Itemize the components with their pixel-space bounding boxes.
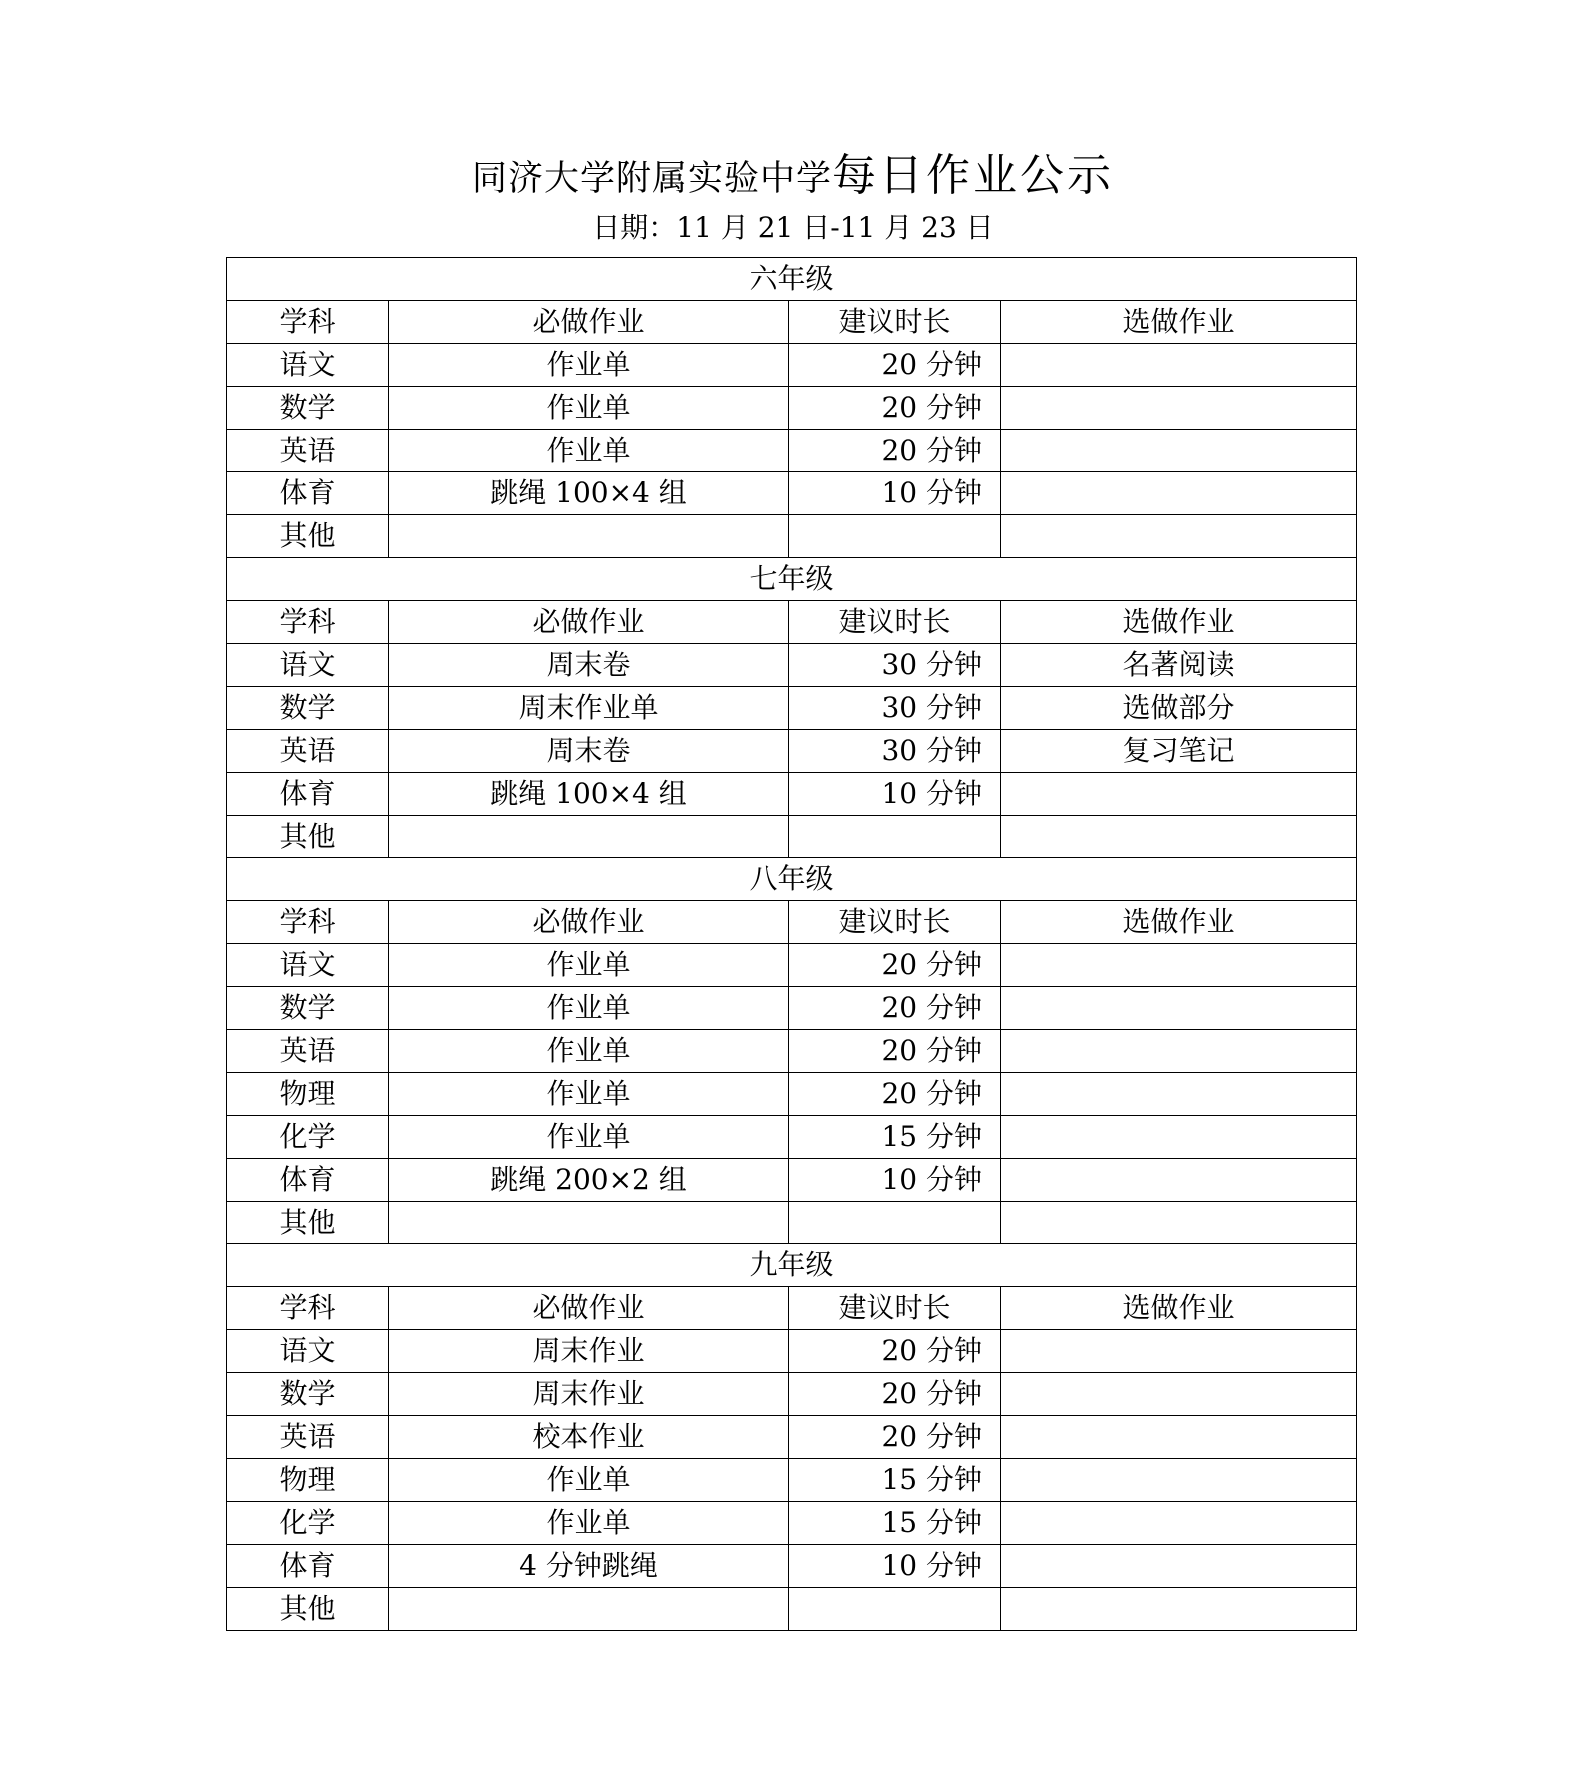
subject-cell: 英语 <box>227 1416 389 1459</box>
required-homework-cell: 作业单 <box>389 1458 789 1501</box>
required-homework-cell: 周末作业单 <box>389 686 789 729</box>
duration-cell: 10 分钟 <box>789 1544 1001 1587</box>
required-homework-cell: 作业单 <box>389 987 789 1030</box>
optional-homework-cell <box>1001 815 1357 858</box>
optional-homework-cell <box>1001 1458 1357 1501</box>
duration-cell: 20 分钟 <box>789 429 1001 472</box>
column-header: 学科 <box>227 601 389 644</box>
table-row <box>227 1544 1357 1587</box>
required-homework-cell: 周末作业 <box>389 1330 789 1373</box>
table-row <box>227 1330 1357 1373</box>
column-header-row <box>227 300 1357 343</box>
column-header: 必做作业 <box>389 300 789 343</box>
required-homework-cell <box>389 1587 789 1630</box>
required-homework-cell: 作业单 <box>389 944 789 987</box>
optional-homework-cell <box>1001 1501 1357 1544</box>
table-row <box>227 772 1357 815</box>
required-homework-cell: 周末卷 <box>389 729 789 772</box>
duration-cell: 10 分钟 <box>789 772 1001 815</box>
table-row <box>227 1030 1357 1073</box>
grade-header-row <box>227 258 1357 301</box>
table-row <box>227 429 1357 472</box>
optional-homework-cell <box>1001 429 1357 472</box>
optional-homework-cell <box>1001 515 1357 558</box>
duration-cell: 20 分钟 <box>789 1416 1001 1459</box>
optional-homework-cell <box>1001 343 1357 386</box>
grade-title: 六年级 <box>227 258 1357 301</box>
optional-homework-cell <box>1001 1587 1357 1630</box>
column-header: 建议时长 <box>789 901 1001 944</box>
homework-table <box>226 257 1357 1631</box>
duration-cell: 20 分钟 <box>789 1330 1001 1373</box>
subject-cell: 化学 <box>227 1115 389 1158</box>
required-homework-cell <box>389 815 789 858</box>
optional-homework-cell <box>1001 472 1357 515</box>
column-header-row <box>227 1287 1357 1330</box>
grade-title: 七年级 <box>227 558 1357 601</box>
duration-cell: 10 分钟 <box>789 1158 1001 1201</box>
duration-cell <box>789 1587 1001 1630</box>
required-homework-cell: 作业单 <box>389 386 789 429</box>
column-header-row <box>227 901 1357 944</box>
duration-cell: 30 分钟 <box>789 729 1001 772</box>
subject-cell: 语文 <box>227 343 389 386</box>
table-row <box>227 987 1357 1030</box>
subject-cell: 其他 <box>227 1201 389 1244</box>
duration-cell: 20 分钟 <box>789 1373 1001 1416</box>
column-header: 建议时长 <box>789 601 1001 644</box>
table-row <box>227 944 1357 987</box>
column-header: 建议时长 <box>789 300 1001 343</box>
table-row <box>227 1072 1357 1115</box>
optional-homework-cell <box>1001 1158 1357 1201</box>
subject-cell: 体育 <box>227 1544 389 1587</box>
table-row <box>227 515 1357 558</box>
subject-cell: 语文 <box>227 1330 389 1373</box>
subject-cell: 数学 <box>227 386 389 429</box>
subject-cell: 数学 <box>227 987 389 1030</box>
duration-cell: 20 分钟 <box>789 1072 1001 1115</box>
date-range: 日期：11 月 21 日-11 月 23 日 <box>592 211 994 244</box>
table-row <box>227 644 1357 687</box>
table-row <box>227 1416 1357 1459</box>
duration-cell <box>789 815 1001 858</box>
grade-header-row <box>227 1244 1357 1287</box>
subject-cell: 物理 <box>227 1072 389 1115</box>
optional-homework-cell <box>1001 1416 1357 1459</box>
column-header: 选做作业 <box>1001 300 1357 343</box>
optional-homework-cell <box>1001 1072 1357 1115</box>
duration-cell: 15 分钟 <box>789 1458 1001 1501</box>
subject-cell: 其他 <box>227 815 389 858</box>
optional-homework-cell <box>1001 987 1357 1030</box>
subject-cell: 化学 <box>227 1501 389 1544</box>
required-homework-cell: 作业单 <box>389 343 789 386</box>
duration-cell <box>789 515 1001 558</box>
homework-table-body <box>227 258 1357 1631</box>
table-row <box>227 1373 1357 1416</box>
subject-cell: 数学 <box>227 686 389 729</box>
table-row <box>227 472 1357 515</box>
required-homework-cell <box>389 515 789 558</box>
required-homework-cell: 跳绳 100×4 组 <box>389 772 789 815</box>
column-header: 选做作业 <box>1001 1287 1357 1330</box>
column-header: 必做作业 <box>389 601 789 644</box>
required-homework-cell: 跳绳 200×2 组 <box>389 1158 789 1201</box>
column-header: 必做作业 <box>389 1287 789 1330</box>
required-homework-cell: 4 分钟跳绳 <box>389 1544 789 1587</box>
duration-cell: 20 分钟 <box>789 386 1001 429</box>
document-title <box>0 152 1586 200</box>
table-row <box>227 343 1357 386</box>
optional-homework-cell <box>1001 1201 1357 1244</box>
column-header: 建议时长 <box>789 1287 1001 1330</box>
column-header: 学科 <box>227 1287 389 1330</box>
column-header: 学科 <box>227 300 389 343</box>
duration-cell: 15 分钟 <box>789 1115 1001 1158</box>
table-row <box>227 1458 1357 1501</box>
grade-title: 八年级 <box>227 858 1357 901</box>
duration-cell: 10 分钟 <box>789 472 1001 515</box>
optional-homework-cell <box>1001 1544 1357 1587</box>
subject-cell: 其他 <box>227 515 389 558</box>
grade-header-row <box>227 858 1357 901</box>
table-row <box>227 729 1357 772</box>
table-row <box>227 686 1357 729</box>
required-homework-cell: 作业单 <box>389 1030 789 1073</box>
required-homework-cell: 校本作业 <box>389 1416 789 1459</box>
table-row <box>227 1201 1357 1244</box>
optional-homework-cell <box>1001 772 1357 815</box>
subject-cell: 英语 <box>227 1030 389 1073</box>
subject-cell: 数学 <box>227 1373 389 1416</box>
optional-homework-cell <box>1001 1030 1357 1073</box>
column-header: 选做作业 <box>1001 901 1357 944</box>
subject-cell: 物理 <box>227 1458 389 1501</box>
column-header: 必做作业 <box>389 901 789 944</box>
subject-cell: 语文 <box>227 644 389 687</box>
optional-homework-cell <box>1001 944 1357 987</box>
required-homework-cell: 作业单 <box>389 1115 789 1158</box>
subject-cell: 体育 <box>227 772 389 815</box>
table-row <box>227 1501 1357 1544</box>
required-homework-cell: 作业单 <box>389 429 789 472</box>
required-homework-cell: 作业单 <box>389 1501 789 1544</box>
duration-cell: 30 分钟 <box>789 686 1001 729</box>
optional-homework-cell: 选做部分 <box>1001 686 1357 729</box>
subject-cell: 其他 <box>227 1587 389 1630</box>
optional-homework-cell: 名著阅读 <box>1001 644 1357 687</box>
duration-cell <box>789 1201 1001 1244</box>
duration-cell: 20 分钟 <box>789 987 1001 1030</box>
column-header-row <box>227 601 1357 644</box>
school-name: 同济大学附属实验中学 <box>471 159 832 199</box>
subject-cell: 英语 <box>227 729 389 772</box>
grade-header-row <box>227 558 1357 601</box>
duration-cell: 20 分钟 <box>789 944 1001 987</box>
column-header: 学科 <box>227 901 389 944</box>
optional-homework-cell <box>1001 1373 1357 1416</box>
table-row <box>227 1115 1357 1158</box>
optional-homework-cell <box>1001 1115 1357 1158</box>
duration-cell: 20 分钟 <box>789 1030 1001 1073</box>
optional-homework-cell <box>1001 1330 1357 1373</box>
subject-cell: 体育 <box>227 472 389 515</box>
optional-homework-cell <box>1001 386 1357 429</box>
required-homework-cell: 周末卷 <box>389 644 789 687</box>
column-header: 选做作业 <box>1001 601 1357 644</box>
table-row <box>227 815 1357 858</box>
table-row <box>227 1158 1357 1201</box>
required-homework-cell: 作业单 <box>389 1072 789 1115</box>
grade-title: 九年级 <box>227 1244 1357 1287</box>
duration-cell: 15 分钟 <box>789 1501 1001 1544</box>
required-homework-cell: 跳绳 100×4 组 <box>389 472 789 515</box>
required-homework-cell: 周末作业 <box>389 1373 789 1416</box>
duration-cell: 30 分钟 <box>789 644 1001 687</box>
subject-cell: 体育 <box>227 1158 389 1201</box>
title-suffix: 每日作业公示 <box>832 150 1114 201</box>
required-homework-cell <box>389 1201 789 1244</box>
subject-cell: 英语 <box>227 429 389 472</box>
subject-cell: 语文 <box>227 944 389 987</box>
table-row <box>227 1587 1357 1630</box>
optional-homework-cell: 复习笔记 <box>1001 729 1357 772</box>
duration-cell: 20 分钟 <box>789 343 1001 386</box>
table-row <box>227 386 1357 429</box>
